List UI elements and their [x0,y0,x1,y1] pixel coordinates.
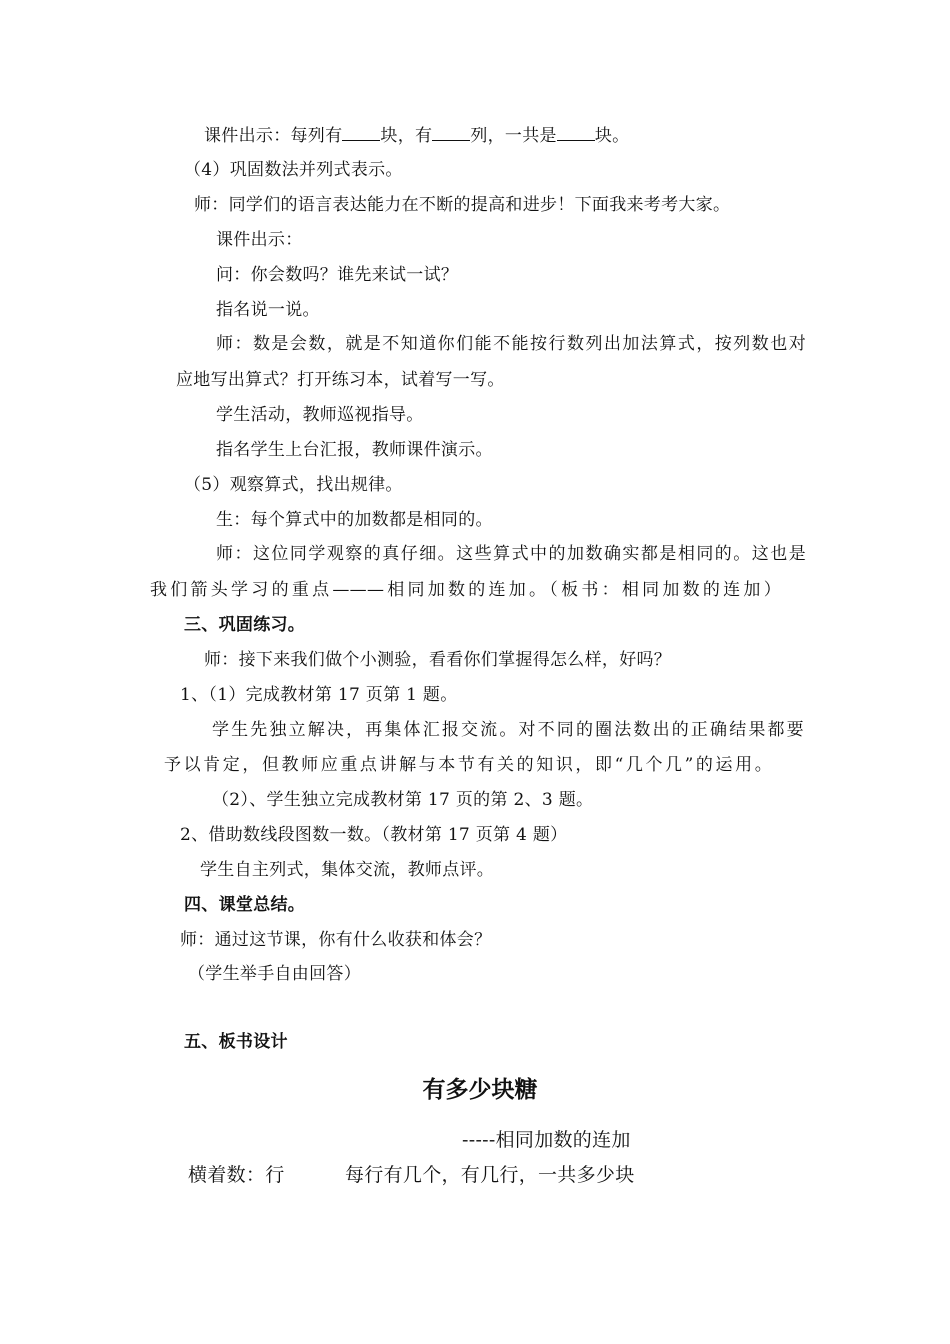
paragraph-line: 我们箭头学习的重点———相同加数的连加。（板书：相同加数的连加） [150,580,781,600]
section-heading: 五、板书设计 [184,1032,288,1052]
paragraph-line: （5）观察算式，找出规律。 [184,475,403,495]
paragraph-line: 师：这位同学观察的真仔细。这些算式中的加数确实都是相同的。这也是 [216,544,806,564]
board-row-label: 横着数：行 [188,1164,285,1186]
paragraph-line: 生：每个算式中的加数都是相同的。 [216,510,493,530]
text-segment: 块。 [594,126,630,146]
paragraph-line: 指名说一说。 [216,300,320,320]
section-heading: 三、巩固练习。 [184,615,306,635]
section-heading: 四、课堂总结。 [184,895,306,915]
paragraph-line: （4）巩固数法并列式表示。 [184,160,403,180]
board-title: 有多少块糖 [422,1077,538,1103]
board-row-text: 每行有几个，有几行，一共多少块 [345,1164,635,1186]
text-segment: 列，一共是 [470,126,557,146]
paragraph-line: 师：接下来我们做个小测验，看看你们掌握得怎么样，好吗？ [204,650,672,670]
paragraph-line: 学生自主列式，集体交流，教师点评。 [200,860,495,880]
paragraph-line: 学生活动，教师巡视指导。 [216,405,424,425]
paragraph-line: 问：你会数吗？谁先来试一试？ [216,265,459,285]
courseware-line [204,125,629,147]
fill-blank [342,125,380,141]
paragraph-line: 师：通过这节课，你有什么收获和体会？ [180,930,492,950]
paragraph-line: （学生举手自由回答） [188,964,361,984]
paragraph-line: 指名学生上台汇报，教师课件演示。 [216,440,493,460]
paragraph-line: 师：数是会数，就是不知道你们能不能按行数列出加法算式，按列数也对 [216,334,806,354]
paragraph-line: 1、（1）完成教材第 17 页第 1 题。 [180,685,458,705]
paragraph-line: 师：同学们的语言表达能力在不断的提高和进步！下面我来考考大家。 [194,195,731,215]
fill-blank [557,125,595,141]
text-segment: 块，有 [380,126,433,146]
paragraph-line: 予以肯定，但教师应重点讲解与本节有关的知识，即“几个几”的运用。 [164,755,772,775]
paragraph-line: 应地写出算式？打开练习本，试着写一写。 [176,370,505,390]
paragraph-line: （2）、学生独立完成教材第 17 页的第 2、3 题。 [212,790,594,810]
paragraph-line: 课件出示： [216,230,303,250]
paragraph-line: 2、借助数线段图数一数。（教材第 17 页第 4 题） [180,825,568,845]
fill-blank [432,125,470,141]
paragraph-line: 学生先独立解决，再集体汇报交流。对不同的圈法数出的正确结果都要 [212,720,804,740]
board-subtitle: -----相同加数的连加 [462,1129,631,1151]
text-segment: 课件出示：每列有 [204,126,343,146]
